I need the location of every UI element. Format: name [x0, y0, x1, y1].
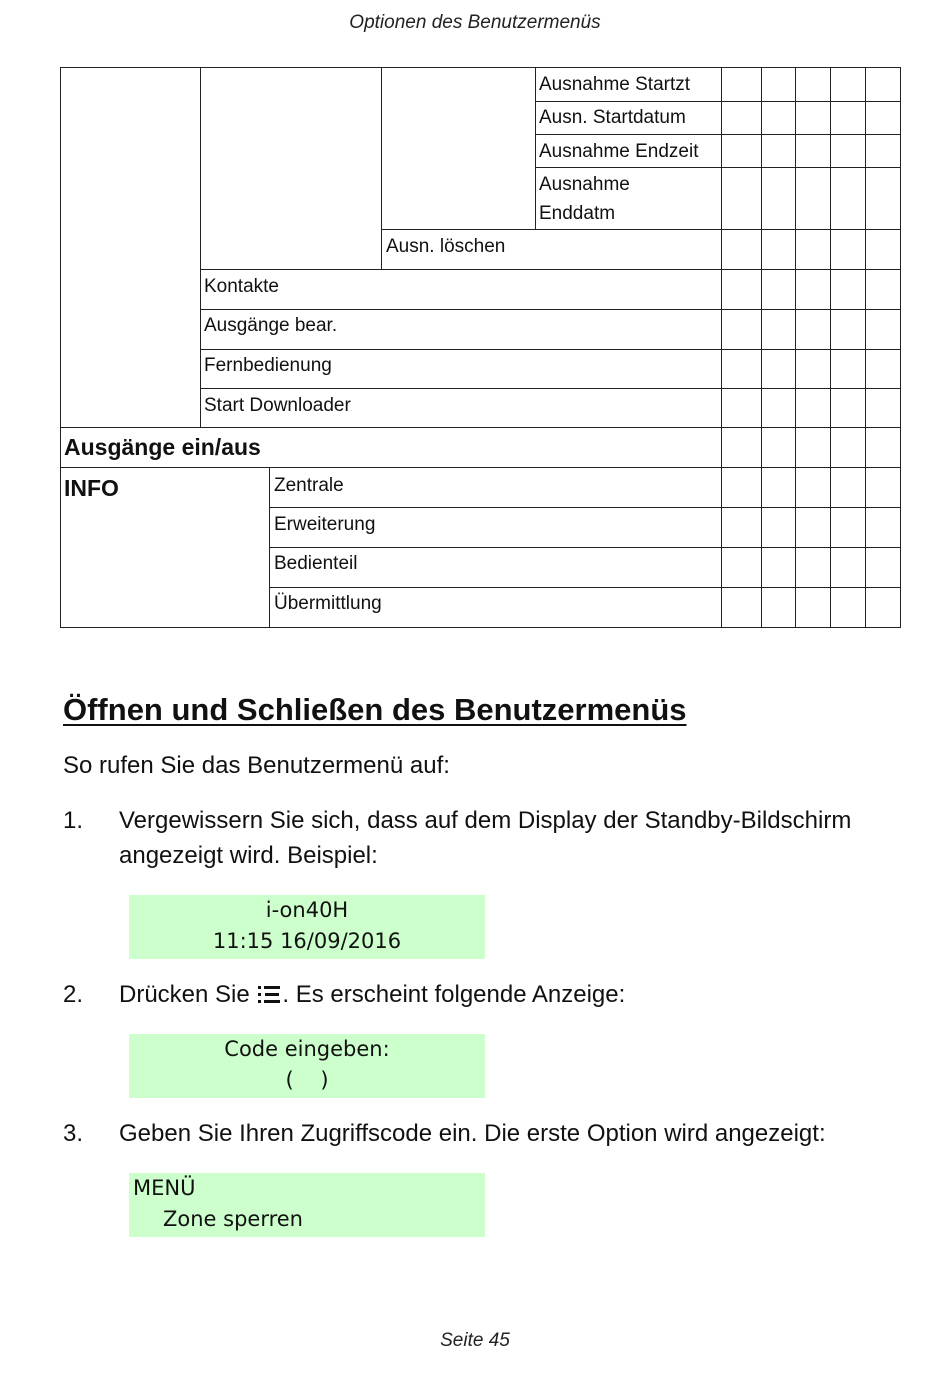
table-cell-info-transmission: Übermittlung	[274, 593, 382, 614]
step-number-3: 3.	[63, 1120, 84, 1147]
table-cell-edit-outputs: Ausgänge bear.	[204, 315, 338, 336]
table-cell-start-downloader: Start Downloader	[204, 395, 351, 416]
table-cell-info-keypad: Bedienteil	[274, 553, 358, 574]
step-2-after-icon: . Es erscheint folgende Anzeige:	[282, 981, 626, 1008]
step-number-1: 1.	[63, 807, 84, 834]
page-header: Optionen des Benutzermenüs	[349, 12, 601, 33]
table-cell-remote-control: Fernbedienung	[204, 355, 332, 376]
table-cell-exception-end-time: Ausnahme Endzeit	[539, 141, 699, 162]
intro-text: So rufen Sie das Benutzermenü auf:	[63, 752, 450, 779]
step-2-text	[119, 978, 625, 1016]
lcd-line-1: MENÜ	[133, 1176, 196, 1200]
table-cell-info: INFO	[64, 475, 119, 501]
lcd-line-1: i-on40H	[265, 898, 349, 922]
lcd-display-code-entry	[129, 1034, 485, 1098]
lcd-line-2: ( )	[285, 1068, 329, 1092]
step-2-before-icon: Drücken Sie	[119, 981, 250, 1008]
table-cell-exception-start-date: Ausn. Startdatum	[539, 107, 686, 128]
table-cell-exception-end-date-1: Ausnahme	[539, 174, 630, 195]
table-cell-contacts: Kontakte	[204, 276, 279, 297]
step-1-line-1: Vergewissern Sie sich, dass auf dem Display der Standby-Bildschirm	[119, 807, 852, 834]
page-footer: Seite 45	[440, 1330, 510, 1351]
menu-icon	[257, 982, 281, 1016]
section-heading: Öffnen und Schließen des Benutzermenüs	[63, 692, 687, 727]
table-cell-exception-start-time: Ausnahme Startzt	[539, 74, 691, 95]
step-3-line-1: Geben Sie Ihren Zugriffscode ein. Die erste Option wird angezeigt:	[119, 1120, 826, 1147]
lcd-line-2: 11:15 16/09/2016	[212, 929, 402, 953]
table-cell-delete-exception: Ausn. löschen	[386, 236, 506, 257]
table-cell-outputs-toggle: Ausgänge ein/aus	[64, 434, 261, 460]
lcd-display-menu	[129, 1173, 485, 1237]
table-cell-exception-end-date-2: Enddatm	[539, 203, 616, 224]
lcd-display-standby	[129, 895, 485, 959]
step-number-2: 2.	[63, 981, 84, 1008]
step-1-line-2: angezeigt wird. Beispiel:	[119, 842, 378, 869]
table-cell-info-expander: Erweiterung	[274, 514, 376, 535]
lcd-line-2: Zone sperren	[163, 1207, 303, 1231]
table-cell-info-panel: Zentrale	[274, 475, 344, 496]
lcd-line-1: Code eingeben:	[224, 1037, 390, 1061]
